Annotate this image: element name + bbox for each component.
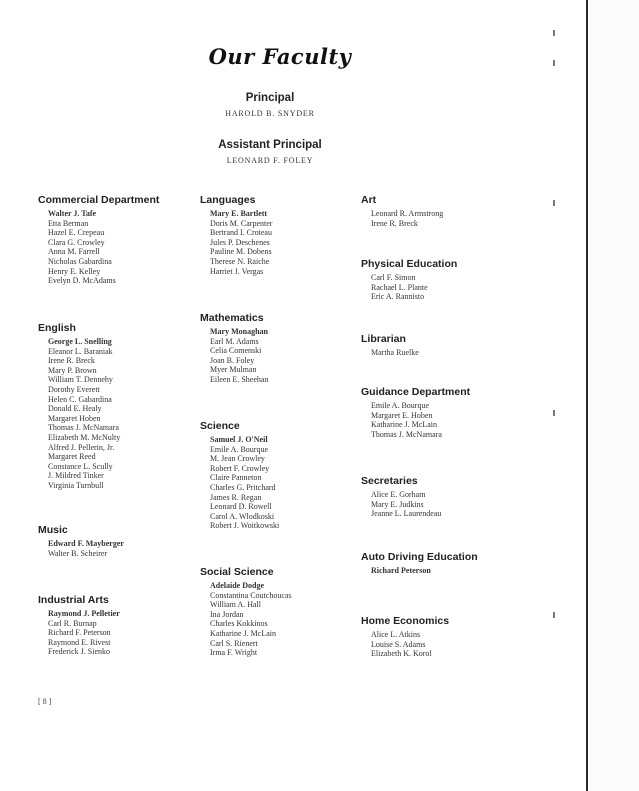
member-name: Anna M. Farrell <box>48 247 100 257</box>
member-name: Walter B. Scheirer <box>48 548 108 558</box>
member-name: George L. Snelling <box>48 337 112 346</box>
member-name: Edward F. Mayberger <box>48 539 124 548</box>
member-name: Robert F. Crowley <box>210 463 270 473</box>
member-name: Emile A. Bourque <box>210 444 268 454</box>
department-social-science <box>200 566 292 658</box>
member-name: Katharine J. McLain <box>371 420 437 430</box>
member-name: Harriet J. Vergas <box>210 266 264 276</box>
member-name: Margaret E. Hoben <box>371 410 433 420</box>
member-name: Alice L. Atkins <box>371 630 421 639</box>
department-title: Social Science <box>200 566 274 578</box>
member-name: Elizabeth K. Korol <box>371 649 432 659</box>
department-title: Mathematics <box>200 312 264 324</box>
member-name: Charles Kokkinos <box>210 619 268 629</box>
member-list <box>200 435 279 531</box>
department-title: Art <box>361 194 377 206</box>
department-music <box>38 524 124 558</box>
member-list <box>361 348 419 358</box>
member-name: Jules P. Deschenes <box>210 237 270 247</box>
member-list <box>361 209 443 228</box>
department-auto-driving <box>361 551 478 576</box>
department-title: Auto Driving Education <box>361 551 478 563</box>
principal-heading: Principal <box>245 92 295 104</box>
member-name: Donald E. Healy <box>48 404 102 414</box>
member-name: Leonard D. Rowell <box>210 502 272 512</box>
member-list <box>361 566 478 576</box>
member-name: Irene R. Breck <box>371 218 418 228</box>
member-name: Robert J. Woitkowski <box>210 521 280 531</box>
page-binding-edge <box>586 0 588 791</box>
member-name: Mary P. Brown <box>48 365 97 375</box>
department-science <box>200 420 279 531</box>
margin-mark <box>553 30 555 36</box>
member-name: Carl R. Burnap <box>48 618 97 628</box>
member-name: Margaret Reed <box>48 452 96 462</box>
department-title: Secretaries <box>361 475 418 487</box>
member-name: Celia Comenski <box>210 346 262 356</box>
department-title: Languages <box>200 194 256 206</box>
member-name: Henry E. Kelley <box>48 266 101 276</box>
member-name: Thomas J. McNamara <box>48 423 119 433</box>
member-name: Myer Mulman <box>210 365 257 375</box>
margin-mark <box>553 410 555 416</box>
member-name: Ina Jordan <box>210 609 244 619</box>
member-list <box>38 609 120 657</box>
member-name: Emile A. Bourque <box>371 401 429 410</box>
member-list <box>361 490 441 519</box>
member-name: Raymond J. Pelletier <box>48 609 120 618</box>
member-name: Bertrand I. Croteau <box>210 228 272 238</box>
department-title: Librarian <box>361 333 406 345</box>
margin-mark <box>553 200 555 206</box>
member-name: Therese N. Raiche <box>210 256 270 266</box>
member-name: Rachael L. Plante <box>371 282 428 292</box>
member-name: Louise S. Adams <box>371 639 426 649</box>
department-title: Industrial Arts <box>38 594 109 606</box>
member-name: Dorothy Everett <box>48 384 100 394</box>
member-list <box>38 539 124 558</box>
member-name: Irma F. Wright <box>210 648 258 658</box>
member-name: Helen C. Gabardina <box>48 394 112 404</box>
member-name: Eleanor L. Baraniak <box>48 346 113 356</box>
member-name: Irene R. Breck <box>48 356 95 366</box>
member-name: Elizabeth M. McNulty <box>48 432 121 442</box>
principal-name: HAROLD B. SNYDER <box>225 109 315 118</box>
department-title: Physical Education <box>361 258 458 270</box>
member-list <box>361 630 449 659</box>
department-home-economics <box>361 615 449 659</box>
department-title: Music <box>38 524 68 536</box>
member-name: Margaret Hoben <box>48 413 101 423</box>
member-name: Mary Monaghan <box>210 327 268 336</box>
member-name: Carol A. Wlodkoski <box>210 511 275 521</box>
member-name: Pauline M. Dobens <box>210 247 272 257</box>
member-name: Virginia Turnbull <box>48 480 104 490</box>
member-list <box>38 209 159 286</box>
member-name: Evelyn D. McAdams <box>48 276 116 286</box>
department-languages <box>200 194 272 276</box>
department-industrial-arts <box>38 594 120 657</box>
member-name: M. Jean Crowley <box>210 454 265 464</box>
department-commercial <box>38 194 159 286</box>
member-list <box>361 273 457 302</box>
page-margin-shade <box>588 0 639 791</box>
member-name: Leonard R. Armstrong <box>371 209 444 218</box>
member-name: Richard F. Peterson <box>48 628 111 638</box>
member-name: Samuel J. O'Neil <box>210 435 268 444</box>
member-name: Charles G. Pritchard <box>210 482 276 492</box>
department-title: Guidance Department <box>361 386 471 398</box>
member-name: Martha Ruelke <box>371 348 419 357</box>
margin-mark <box>553 612 555 618</box>
department-title: Home Economics <box>361 615 450 627</box>
member-name: Frederick J. Sienko <box>48 647 110 657</box>
member-name: Claire Panneton <box>210 473 262 483</box>
department-art <box>361 194 443 228</box>
department-title: Commercial Department <box>38 194 160 206</box>
member-name: Constantina Coutchoucas <box>210 590 292 600</box>
member-name: Hazel E. Crepeau <box>48 228 105 238</box>
member-name: Alice E. Gorham <box>371 490 426 499</box>
assistant-principal-heading: Assistant Principal <box>218 139 322 151</box>
member-name: Alfred J. Pellerin, Jr. <box>48 442 115 452</box>
department-mathematics <box>200 312 268 385</box>
member-name: Etta Berman <box>48 218 89 228</box>
member-name: Thomas J. McNamara <box>371 429 442 439</box>
member-name: James R. Regan <box>210 492 262 502</box>
assistant-principal-name: LEONARD F. FOLEY <box>226 156 314 165</box>
department-physical-education <box>361 258 457 302</box>
member-name: Raymond E. Rivest <box>48 637 111 647</box>
member-name: William T. Dennehy <box>48 375 113 385</box>
page-number: [ 8 ] <box>38 697 52 706</box>
member-list <box>200 209 272 276</box>
department-guidance <box>361 386 470 439</box>
page-title: Our Faculty <box>208 44 352 69</box>
department-title: English <box>38 322 76 334</box>
member-name: Katharine J. McLain <box>210 628 276 638</box>
member-name: Jeanne L. Laurendeau <box>371 509 442 519</box>
member-name: Constance L. Scully <box>48 461 113 471</box>
member-name: Clara G. Crowley <box>48 237 105 247</box>
member-name: Walter J. Tafe <box>48 209 97 218</box>
department-secretaries <box>361 475 441 519</box>
member-name: Doris M. Carpenter <box>210 218 273 228</box>
department-librarian <box>361 333 419 358</box>
member-name: J. Mildred Tinker <box>48 471 104 481</box>
member-name: Richard Peterson <box>371 566 431 575</box>
member-name: Mary E. Judkins <box>371 499 424 509</box>
member-name: Mary E. Bartlett <box>210 209 268 218</box>
member-name: Eric A. Rannisto <box>371 292 425 302</box>
member-list <box>200 581 292 658</box>
department-title: Science <box>200 420 240 432</box>
member-name: Carl S. Rienert <box>210 638 258 648</box>
member-name: Carl F. Simon <box>371 273 416 282</box>
member-list <box>38 337 120 491</box>
member-list <box>200 327 268 385</box>
department-english <box>38 322 120 491</box>
member-name: Nicholas Gabardina <box>48 256 112 266</box>
member-name: Joan B. Foley <box>210 355 255 365</box>
member-name: Earl M. Adams <box>210 336 259 346</box>
member-list <box>361 401 470 439</box>
member-name: Eileen E. Sheehan <box>210 374 269 384</box>
member-name: Adelaide Dodge <box>210 581 264 590</box>
member-name: William A. Hall <box>210 600 262 610</box>
